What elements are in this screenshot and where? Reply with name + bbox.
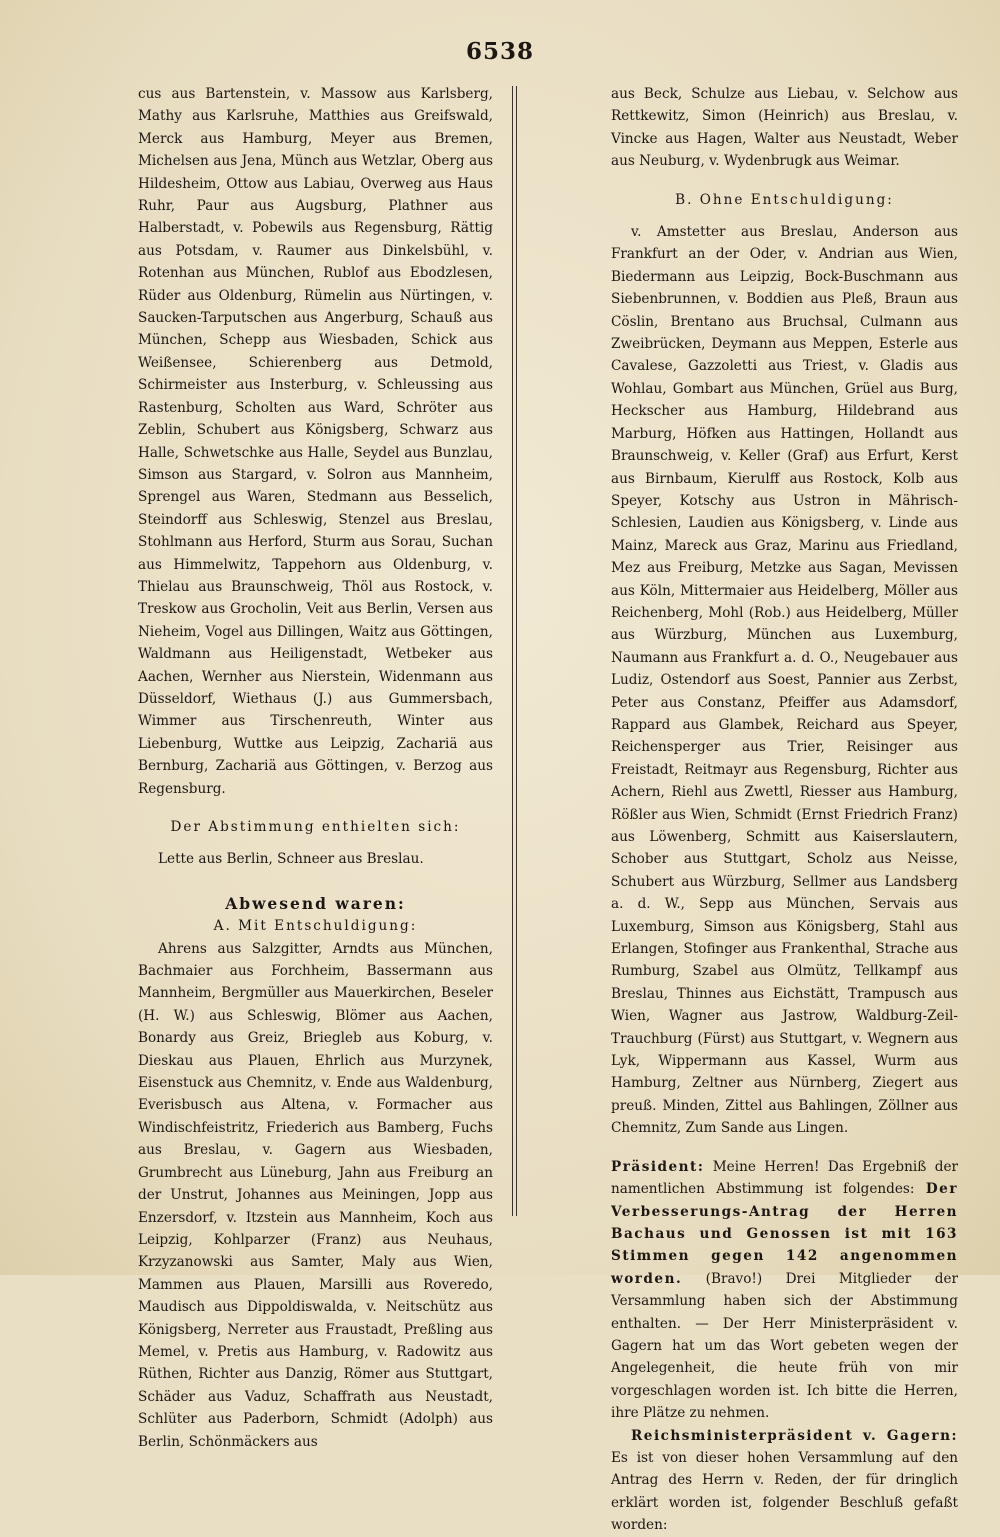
president-text-2: (Bravo!) Drei Mitglieder der Versammlung haben sich der Abstimmung enthalten. — Der Herr Ministerpräsident v. Gagern hat um das Wort gebeten wegen der Angelegenheit, die heute früh von mir vorgeschlagen worden ist. Ich bitte die Herren, ihre Plätze zu nehmen. — [611, 1270, 958, 1422]
president-text-1: Meine Herren! Das Ergebniß der namentlichen Abstimmung ist folgendes: — [611, 1158, 958, 1198]
abstained-heading: Der Abstimmung enthielten sich: — [170, 819, 461, 835]
president-statement — [611, 1156, 958, 1425]
president-speaker: Präsident: — [611, 1158, 705, 1175]
minister-statement — [611, 1425, 958, 1537]
minister-text: Es ist von dieser hohen Versammlung auf den Antrag des Herrn v. Reden, der für dringlich erklärt worden ist, folgender Beschluß gefaßt worden: — [611, 1449, 958, 1534]
left-continuation-paragraph: cus aus Bartenstein, v. Massow aus Karlsberg, Mathy aus Karlsruhe, Matthies aus Greifswald, Merck aus Hamburg, Meyer aus Bremen, Michelsen aus Jena, Münch aus Wetzlar, Oberg aus Hildesheim, Ottow aus Labiau, Overweg aus Haus Ruhr, Paur aus Augsburg, Plathner aus Halberstadt, v. Pobewils aus Regensburg, Rättig aus Potsdam, v. Raumer aus Dinkelsbühl, v. Rotenhan aus München, Rublof aus Ebodzlesen, Rüder aus Oldenburg, Rümelin aus Nürtingen, v. Saucken-Tarputschen aus Angerburg, Schauß aus München, Schepp aus Wiesbaden, Schick aus Weißensee, Schierenberg aus Detmold, Schirmeister aus Insterburg, v. Schleussing aus Rastenburg, Scholten aus Ward, Schröter aus Zeblin, Schubert aus Königsberg, Schwarz aus Halle, Schwetschke aus Halle, Seydel aus Bunzlau, Simson aus Stargard, v. Solron aus Mannheim, Sprengel aus Waren, Stedmann aus Besselich, Steindorff aus Schleswig, Stenzel aus Breslau, Stohlmann aus Herford, Sturm aus Sorau, Suchan aus Himmelwitz, Tappehorn aus Oldenburg, v. Thielau aus Braunschweig, Thöl aus Rostock, v. Treskow aus Grocholin, Veit aus Berlin, Versen aus Nieheim, Vogel aus Dillingen, Waitz aus Göttingen, Waldmann aus Heiligenstadt, Wetbeker aus Aachen, Wernher aus Nierstein, Widenmann aus Düsseldorf, Wiethaus (J.) aus Gummersbach, Wimmer aus Tirschenreuth, Winter aus Liebenburg, Wuttke aus Leipzig, Zachariä aus Bernburg, Zachariä aus Göttingen, v. Berzog aus Regensburg. — [138, 86, 493, 797]
minister-speaker: Reichsministerpräsident v. Gagern: — [631, 1427, 958, 1444]
right-column — [611, 83, 958, 1537]
abstained-list: Lette aus Berlin, Schneer aus Breslau. — [158, 851, 424, 868]
page-number: 6538 — [465, 38, 534, 65]
right-continuation-paragraph: aus Beck, Schulze aus Liebau, v. Selchow aus Rettkewitz, Simon (Heinrich) aus Breslau, v. Vincke aus Hagen, Walter aus Neustadt, Weber aus Neuburg, v. Wydenbrugk aus Weimar. — [611, 86, 958, 170]
absent-heading: Abwesend waren: — [225, 893, 406, 913]
left-column — [138, 83, 493, 1453]
unexcused-heading: B. Ohne Entschuldigung: — [675, 191, 894, 208]
excused-list: Ahrens aus Salzgitter, Arndts aus München, Bachmaier aus Forchheim, Bassermann aus Mannheim, Bergmüller aus Mauerkirchen, Beseler (H. W.) aus Schleswig, Blömer aus Aachen, Bonardy aus Greiz, Briegleb aus Koburg, v. Dieskau aus Plauen, Ehrlich aus Murzynek, Eisenstuck aus Chemnitz, v. Ende aus Waldenburg, Everisbusch aus Altena, v. Formacher aus Windischfeistritz, Friederich aus Bamberg, Fuchs aus Breslau, v. Gagern aus Wiesbaden, Grumbrecht aus Lüneburg, Jahn aus Freiburg an der Unstrut, Johannes aus Meiningen, Jopp aus Enzersdorf, v. Itzstein aus Mannheim, Koch aus Leipzig, Kohlparzer (Franz) aus Neuhaus, Krzyzanowski aus Samter, Maly aus Wien, Mammen aus Plauen, Marsilli aus Roveredo, Maudisch aus Dippoldiswalda, v. Neitschütz aus Königsberg, Nerreter aus Fraustadt, Preßling aus Memel, v. Pretis aus Hamburg, v. Radowitz aus Rüthen, Richter aus Danzig, Römer aus Stuttgart, Schäder aus Vaduz, Schaffrath aus Neustadt, Schlüter aus Paderborn, Schmidt (Adolph) aus Berlin, Schönmäckers aus — [138, 940, 493, 1450]
excused-heading: A. Mit Entschuldigung: — [213, 918, 418, 935]
column-divider — [512, 86, 517, 1216]
president-result: Der Verbesserungs-Antrag der Herren Bachaus und Genossen ist mit 163 Stimmen gegen 142 angenommen worden. — [611, 1181, 958, 1287]
unexcused-list: v. Amstetter aus Breslau, Anderson aus Frankfurt an der Oder, v. Andrian aus Wien, Biedermann aus Leipzig, Bock-Buschmann aus Siebenbrunnen, v. Boddien aus Pleß, Braun aus Cöslin, Brentano aus Bruchsal, Culmann aus Zweibrücken, Deymann aus Meppen, Esterle aus Cavalese, Gazzoletti aus Triest, v. Gladis aus Wohlau, Gombart aus München, Grüel aus Burg, Heckscher aus Hamburg, Hildebrand aus Marburg, Höfken aus Hattingen, Hollandt aus Braunschweig, v. Keller (Graf) aus Erfurt, Kerst aus Birnbaum, Kierulff aus Rostock, Kolb aus Speyer, Kotschy aus Ustron in Mährisch-Schlesien, Laudien aus Königsberg, v. Linde aus Mainz, Mareck aus Graz, Marinu aus Friedland, Mez aus Freiburg, Metzke aus Sagan, Mevissen aus Köln, Mittermaier aus Heidelberg, Möller aus Reichenberg, Mohl (Rob.) aus Heidelberg, Müller aus Würzburg, München aus Luxemburg, Naumann aus Frankfurt a. d. O., Neugebauer aus Ludiz, Ostendorf aus Soest, Pannier aus Zerbst, Peter aus Constanz, Pfeiffer aus Adamsdorf, Rappard aus Glambek, Reichard aus Speyer, Reichensperger aus Trier, Reisinger aus Freistadt, Reitmayr aus Regensburg, Richter aus Achern, Riehl aus Zwettl, Riesser aus Hamburg, Rößler aus Wien, Schmidt (Ernst Friedrich Franz) aus Löwenberg, Schmitt aus Kaiserslautern, Schober aus Stuttgart, Scholz aus Neisse, Schubert aus Würzburg, Sellmer aus Landsberg a. d. W., Sepp aus München, Servais aus Luxemburg, Simson aus Königsberg, Stahl aus Erlangen, Stofinger aus Frankenthal, Strache aus Rumburg, Szabel aus Olmütz, Tellkampf aus Breslau, Thinnes aus Eichstätt, Trampusch aus Wien, Wagner aus Jastrow, Waldburg-Zeil-Trauchburg (Fürst) aus Stuttgart, v. Wegnern aus Lyk, Wippermann aus Kassel, Wurm aus Hamburg, Zeltner aus Nürnberg, Ziegert aus preuß. Minden, Zittel aus Bahlingen, Zöllner aus Chemnitz, Zum Sande aus Lingen. — [611, 224, 958, 1137]
